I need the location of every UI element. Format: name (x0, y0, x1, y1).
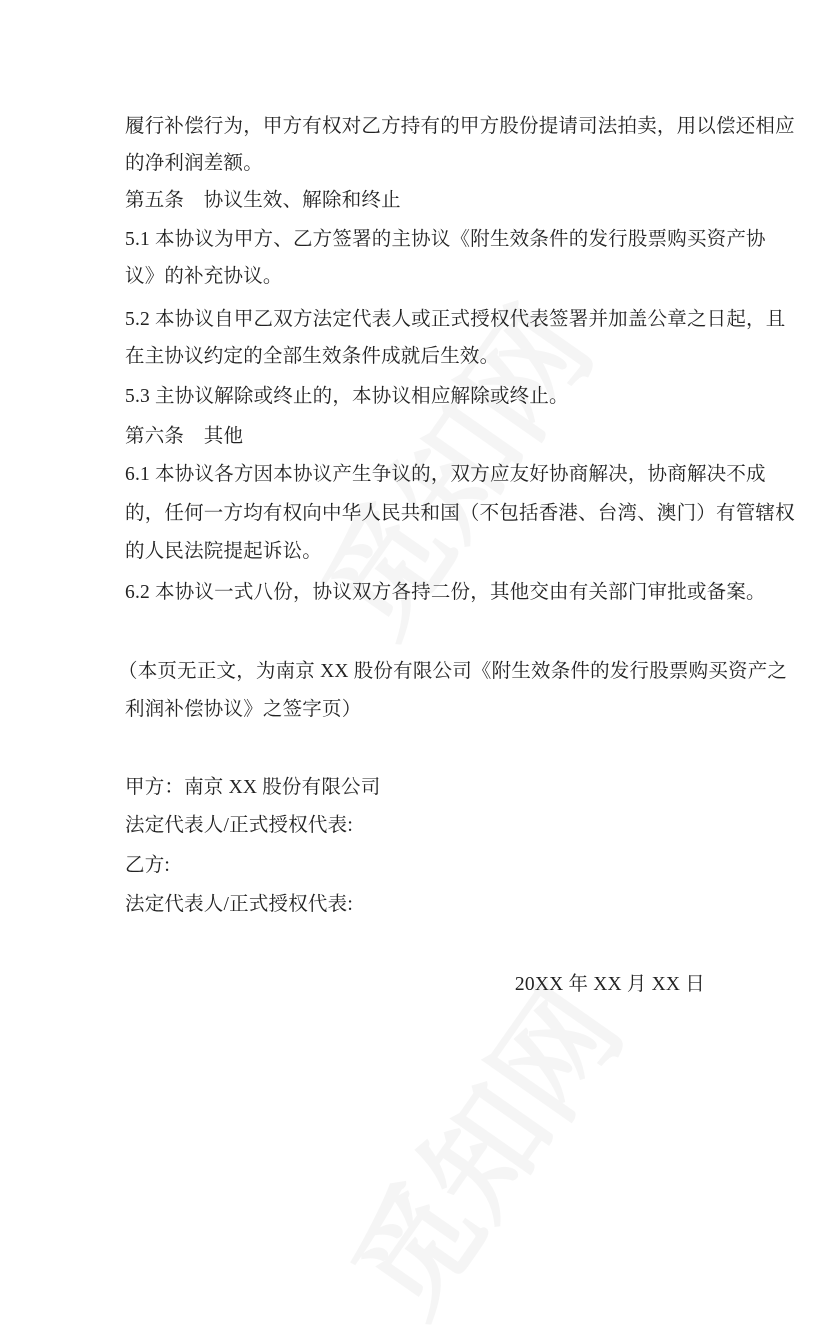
party-a: 甲方：南京 XX 股份有限公司 (125, 777, 381, 798)
text-line: 6.2 本协议一式八份，协议双方各持二份，其他交由有关部门审批或备案。 (125, 582, 766, 603)
party-b: 乙方: (125, 855, 171, 876)
watermark (306, 949, 653, 1343)
text-line: 议》的补充协议。 (125, 266, 283, 287)
text-line: 的人民法院提起诉讼。 (125, 541, 323, 562)
text-line: 的净利润差额。 (125, 153, 263, 174)
section-heading: 第五条 协议生效、解除和终止 (125, 190, 401, 211)
text-line: 5.2 本协议自甲乙双方法定代表人或正式授权代表签署并加盖公章之日起，且 (125, 309, 786, 330)
text-line: 履行补偿行为，甲方有权对乙方持有的甲方股份提请司法拍卖，用以偿还相应 (125, 116, 795, 137)
text-line: 6.1 本协议各方因本协议产生争议的，双方应友好协商解决，协商解决不成 (125, 464, 766, 485)
party-b-representative: 法定代表人/正式授权代表: (125, 894, 353, 915)
text-line: 在主协议约定的全部生效条件成就后生效。 (125, 346, 500, 367)
text-line: 5.3 主协议解除或终止的，本协议相应解除或终止。 (125, 386, 569, 407)
text-line: 利润补偿协议》之签字页） (125, 699, 362, 720)
party-a-representative: 法定代表人/正式授权代表: (125, 815, 353, 836)
text-line: 的，任何一方均有权向中华人民共和国（不包括香港、台湾、澳门）有管辖权 (125, 503, 795, 524)
text-line: 5.1 本协议为甲方、乙方签署的主协议《附生效条件的发行股票购买资产协 (125, 229, 766, 250)
section-heading: 第六条 其他 (125, 426, 244, 447)
text-line: （本页无正文，为南京 XX 股份有限公司《附生效条件的发行股票购买资产之 (118, 661, 788, 682)
signing-date: 20XX 年 XX 月 XX 日 (514, 974, 705, 995)
